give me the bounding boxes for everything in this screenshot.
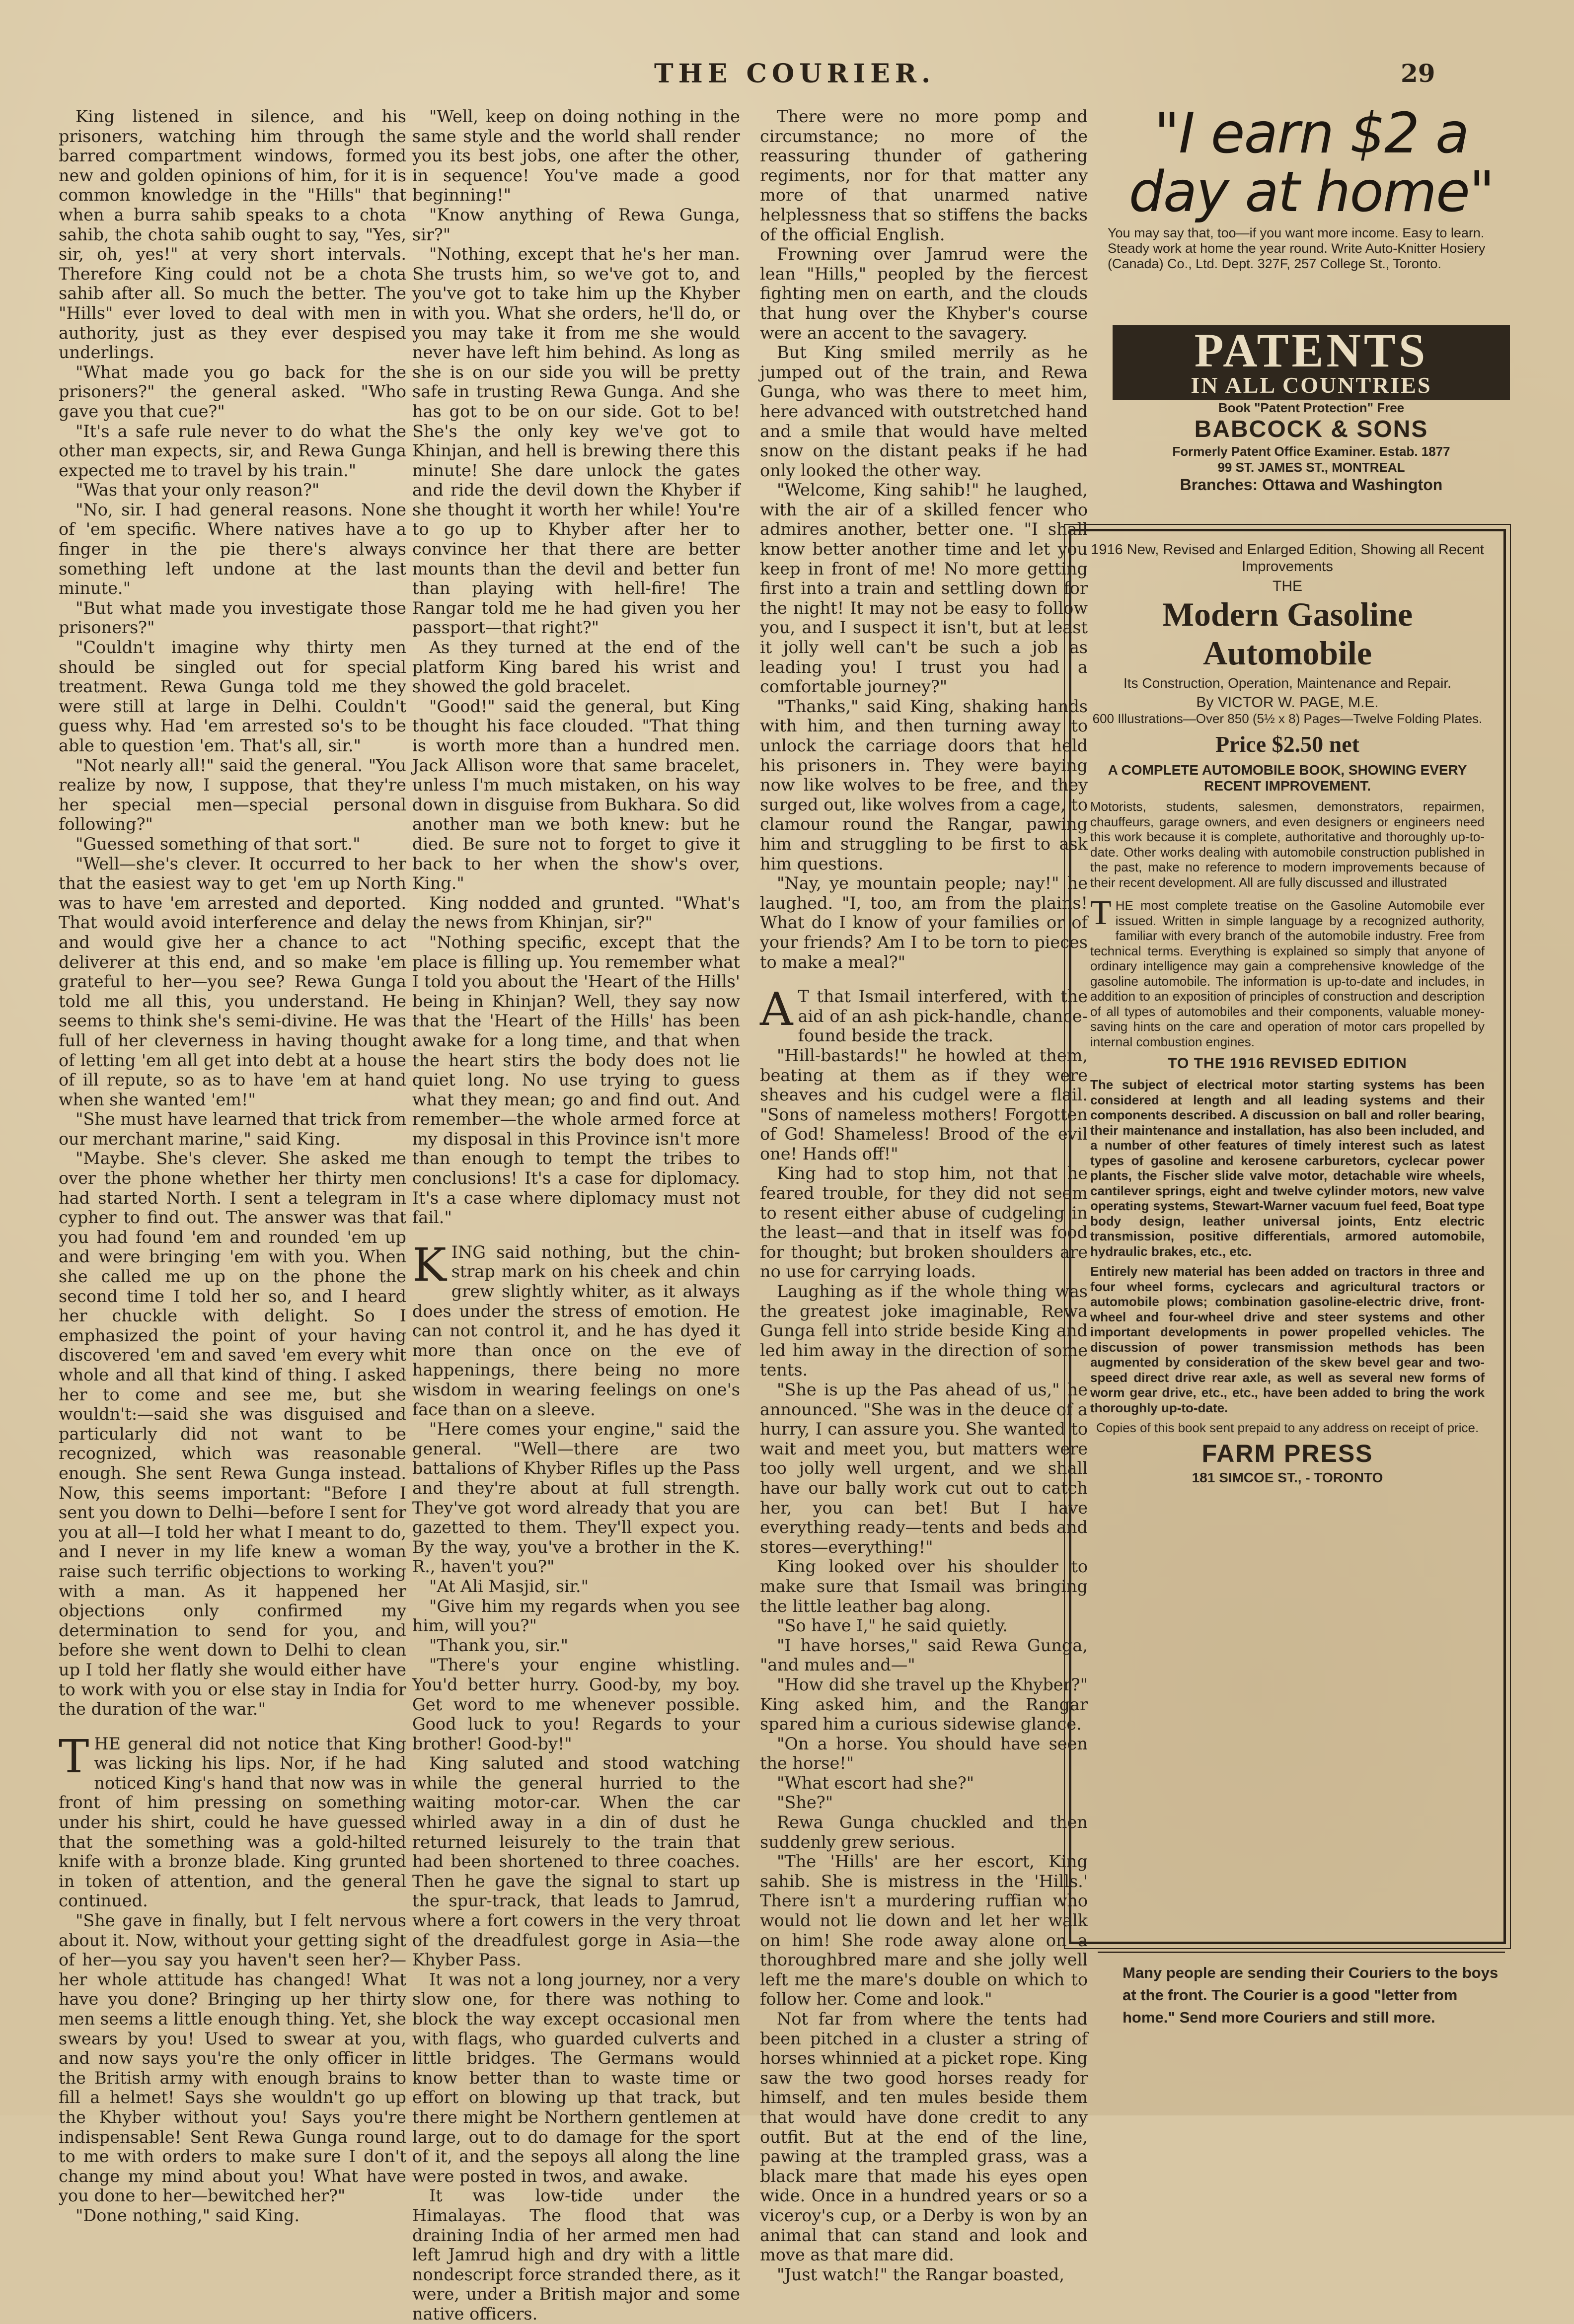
paragraph: "Give him my regards when you see him, will you?" xyxy=(412,1596,740,1636)
paragraph: "Nothing, except that he's her man. She trusts him, so we've got to, and you've got to take him up the Khyber with you. What she orders, he'll do, or you may take it from me she would never have left him behind. As long as she is on our side you will be pretty safe in trusting Rewa Gunga. And she has got to be on our side. Got to be! She's the only key we've got to Khinjan, and hell is brewing there this minute! She dare unlock the gates and ride the devil down the Khyber if she thought it worth her while! You're to go up to Khyber after her to convince her that there are better mounts than the devil and better fun than playing with hell-fire! The Rangar told me he had given you her passport—that right?" xyxy=(412,244,740,638)
paragraph: "Well, keep on doing nothing in the same style and the world shall render you its best jobs, one after the other, in sequence! You've made a good beginning!" xyxy=(412,107,740,205)
book-treatise-text: HE most complete treatise on the Gasoline Automobile ever issued. Written in simple language by a recognized authority, familiar with every branch of the automobile industry. Free from technical terms. Everything is explained so simply that anyone of ordinary intelligence may gain a comprehensive knowledge of the gasoline automobile. The information is up-to-date and includes, in addition to an exposition of principles of construction and description of all types of automobiles and their components, valuable money-saving hints on the care and operation of motor cars propelled by internal combustion engines. xyxy=(1090,898,1485,1049)
gasoline-automobile-book-ad xyxy=(1069,529,1506,1944)
auto-knitter-ad xyxy=(1098,101,1525,303)
paragraph: King had to stop him, not that he feared trouble, for they did not seem to resent either abuse of cudgeling in the least—and that in itself was food for thought; but broken shoulders are no use for carrying loads. xyxy=(760,1163,1088,1282)
paragraph: "Nothing specific, except that the place is filling up. You remember what I told you about the 'Heart of the Hills' being in Khinjan? Well, they say now that the 'Heart of the Hills' has been awake for a long time, and that when the heart stirs the body does not lie quiet long. No use trying to guess what they mean; go and find out. And remember—the whole armed force at my disposal in this Province isn't more than enough to tempt the tribes to conclusions! It's a case for diplomacy. It's a case where diplomacy must not fail." xyxy=(412,932,740,1228)
paragraph: "On a horse. You should have seen the horse!" xyxy=(760,1734,1088,1773)
book-treatise xyxy=(1090,894,1485,1049)
paragraph: "No, sir. I had general reasons. None of 'em specific. Where natives have a finger in the pie there's always something left undone at the last minute." xyxy=(59,500,406,598)
paragraph: "Thank you, sir." xyxy=(429,1635,569,1655)
patents-banner-sub: IN ALL COUNTRIES xyxy=(1191,372,1432,398)
patents-banner-word: PATENTS xyxy=(1194,324,1428,377)
section-gap xyxy=(760,972,1088,987)
page-number: 29 xyxy=(1401,59,1435,88)
paragraph: "She is up the Pas ahead of us," he announced. "She was in the deuce of a hurry, I can assure you. She wanted to wait and meet you, but matters were too jolly well urgent, and we shall have our bally work cut out to catch her, you can bet! But I have everything ready—tents and beds and stores—everything!" xyxy=(760,1380,1088,1557)
book-paragraph: Entirely new material has been added on tractors in three and four wheel forms, cyclecars and agricultural tractors or automobile plows; combination gasoline-electric drive, front-wheel and four-wheel drive and steer systems and other important developments in power propelled vehicles. The discussion of power transmission methods has been augmented by consideration of the skew bevel gear and two-speed direct drive rear axle, as well as several new forms of worm gear drive, etc., etc., have been added to bring the work thoroughly up-to-date. xyxy=(1090,1264,1485,1415)
paragraph: "Welcome, King sahib!" he laughed, with the air of a skilled fencer who admires another, better one. "I shall know better another time and let you keep in front of me! No more getting first into a train and settling down for the night! It may not be easy to follow you, and I suspect it isn't, but at least it jolly well can't be such a job as leading you! I trust you had a comfortable journey?" xyxy=(760,480,1088,697)
paragraph: It was low-tide under the Himalayas. The flood that was draining India of her armed men had left Jamrud high and dry with a little nondescript force stranded there, as it were, under a British major and some native officers. xyxy=(412,2186,740,2324)
patents-address: 99 ST. JAMES ST., MONTREAL xyxy=(1217,460,1405,475)
paragraph: King looked over his shoulder to make sure that Ismail was bringing the little leather bag along. xyxy=(760,1557,1088,1616)
book-the: THE xyxy=(1273,578,1302,594)
story-column-3 xyxy=(760,107,1088,2284)
section-paragraph xyxy=(760,983,1088,1046)
paragraph: King listened in silence, and his prisoners, watching him through the barred compartment windows, formed new and golden opinions of him, for it is common knowledge in the "Hills" that when a burra sahib speaks to a chota sahib, the chota sahib ought to say, "Yes, sir, oh, yes!" at very short intervals. Therefore King could not be a chota sahib after all. So much the better. The "Hills" ever loved to deal with men in authority, just as they ever despised underlings. xyxy=(59,107,406,363)
paragraph: "So have I," he said quietly. xyxy=(777,1616,1008,1636)
paragraph: "Hill-bastards!" he howled at them, beating at them as if they were sheaves and his cudgel were a flail. "Sons of nameless mothers! Forgotten of God! Shameless! Brood of the evil one! Hands off!" xyxy=(760,1045,1088,1163)
ad-copy: You may say that, too—if you want more income. Easy to learn. Steady work at home the year round. Write Auto-Knitter Hosiery (Canada) Co., Ltd. Dept. 327F, 257 College St., Toronto. xyxy=(1108,225,1486,271)
paragraph: "It's a safe rule never to do what the other man expects, sir, and Rewa Gunga expected me to travel by his train." xyxy=(59,421,406,480)
book-price: Price $2.50 net xyxy=(1215,731,1359,757)
paragraph: King nodded and grunted. "What's the news from Khinjan, sir?" xyxy=(412,893,740,933)
paragraph: "But what made you investigate those prisoners?" xyxy=(59,598,406,638)
paragraph: Rewa Gunga chuckled and then suddenly grew serious. xyxy=(760,1813,1088,1852)
running-head: THE COURIER. xyxy=(654,59,936,89)
paragraph: "Good!" said the general, but King thought his face clouded. "That thing is worth more than a hundred men. Jack Allison wore that same bracelet, unless I'm much mistaken, on his way down in disguise from Bukhara. So did another man we both knew: but he died. Be sure not to forget to give it back to her when the show's over, King." xyxy=(412,696,740,893)
book-description: Its Construction, Operation, Maintenance and Repair. xyxy=(1124,675,1451,691)
paragraph: "Nay, ye mountain people; nay!" he laughed. "I, too, am from the plains! What do I know of your families or of your friends? Am I to be torn to pieces to make a meal?" xyxy=(760,873,1088,972)
paragraph: "Thanks," said King, shaking hands with him, and then turning away to unlock the carriage doors that held his prisoners in. They were baying now like wolves to be free, and they surged out, like wolves from a cage, to clamour round the Rangar, pawing him and struggling to be first to ask him questions. xyxy=(760,696,1088,873)
couriers-notice xyxy=(1123,1961,1500,2091)
paragraph-text: ING said nothing, but the chin-strap mark on his cheek and chin grew slightly whiter, as it always does under the stress of emotion. He can not control it, and he has dyed it more than once on the eve of happenings, there being no more wisdom in wearing feelings on one's face than on a sleeve. xyxy=(412,1242,740,1419)
couriers-notice-text: Many people are sending their Couriers to the boys at the front. The Courier is a good "letter from home." Send more Couriers and still more. xyxy=(1123,1964,1499,2026)
paragraph: "Couldn't imagine why thirty men should be singled out for special treatment. Rewa Gunga told me they were still at large in Delhi. Couldn't guess why. Had 'em arrested so's to be able to question 'em. That's all, sir." xyxy=(59,638,406,755)
paragraph: "She gave in finally, but I felt nervous about it. Now, without your getting sight of her—you say you haven't seen her?—her whole attitude has changed! What have you done? Bringing up her thirty men seems a little enough thing. Yet, she swears by you! Used to swear at you, and now says you're the only officer in the British army with enough brains to fill a helmet! Says she wouldn't go up the Khyber without you! Says you're indispensable! Sent Rewa Gunga round to me with orders to make sure I don't change my mind about you! What have you done to her—bewitched her?" xyxy=(59,1911,406,2206)
paragraph: As they turned at the end of the platform King bared his wrist and showed the gold bracelet. xyxy=(412,638,740,697)
book-illustrations: 600 Illustrations—Over 850 (5½ x 8) Pages—Twelve Folding Plates. xyxy=(1092,711,1483,726)
patents-ad xyxy=(1103,325,1520,504)
paragraph: Frowning over Jamrud were the lean "Hills," peopled by the fiercest fighting men on earth, and the clouds that hung over the Khyber's course were an accent to the savagery. xyxy=(760,244,1088,343)
drop-cap: A xyxy=(760,983,793,1036)
book-author: By VICTOR W. PAGE, M.E. xyxy=(1196,694,1379,711)
paragraph-text: HE general did not notice that King was licking his lips. Nor, if he had noticed King's hand that now was in front of him pressing on something under his shirt, could he have guessed that the something was a gold-hilted knife with a bronze blade. King grunted in token of attention, and the general continued. xyxy=(59,1734,406,1911)
book-edition-heading: TO THE 1916 REVISED EDITION xyxy=(1168,1055,1407,1072)
paragraph: "How did she travel up the Khyber?" King asked him, and the Rangar spared him a curious sidewise glance. xyxy=(760,1674,1088,1734)
paragraph: "What made you go back for the prisoners?" the general asked. "Who gave you that cue?" xyxy=(59,362,406,421)
paragraph: Not far from where the tents had been pitched in a cluster a string of horses whinnied at a picket rope. King saw the two good horses ready for himself, and ten mules beside them that would have done credit to any outfit. But at the end of the line, pawing at the trampled grass, was a black mare that made his eyes open wide. Once in a hundred years or so a viceroy's cup, or a Derby is won by an animal that can stand and look and move as that mare did. xyxy=(760,2009,1088,2265)
book-title-line-1: Modern Gasoline xyxy=(1162,595,1413,633)
book-paragraph: The subject of electrical motor starting systems has been considered at length and all leading systems and their components described. A discussion on ball and roller bearing, their maintenance and installation, has also been included, and a number of other features of timely interest such as latest types of gasoline and kerosene carburetors, cyclecar power plants, the Fischer slide valve motor, detachable wire wheels, cantilever springs, eight and twelve cylinder motors, new valve operating systems, Stewart-Warner vacuum fuel feed, Boat type body design, leather universal joints, Entz electric transmission, positive differentials, armored automobile, hydraulic brakes, etc., etc. xyxy=(1090,1077,1485,1259)
drop-cap: K xyxy=(412,1238,447,1292)
ad-slogan-line-2: day at home" xyxy=(1128,160,1494,224)
section-paragraph xyxy=(412,1238,740,1419)
paragraph-text: T that Ismail interfered, with the aid of an ash pick-handle, chance-found beside the track. xyxy=(798,987,1088,1046)
paragraph: "Here comes your engine," said the general. "Well—there are two battalions of Khyber Rifles up the Pass and they're about at full strength. They've got word already that you are gazetted to them. They'll expect you. By the way, you've a brother in the K. R., haven't you?" xyxy=(412,1419,740,1577)
paragraph: "There's your engine whistling. You'd better hurry. Good-by, my boy. Get word to me whenever possible. Good luck to you! Regards to your brother! Good-by!" xyxy=(412,1655,740,1753)
paragraph: "She?" xyxy=(777,1793,833,1813)
section-gap xyxy=(412,1228,740,1242)
paragraph: "Know anything of Rewa Gunga, sir?" xyxy=(412,205,740,244)
book-paragraph: Motorists, students, salesmen, demonstrators, repairmen, chauffeurs, garage owners, and even designers or engineers need this work because it is complete, authoritative and thoroughly up-to-date. Other works dealing with automobile construction published in the past, make no reference to modern improvements because of their recent development. All are fully discussed and illustrated xyxy=(1090,799,1485,890)
divider xyxy=(1098,1952,1505,1953)
paragraph: "Well—she's clever. It occurred to her that the easiest way to get 'em up North was to have 'em arrested and deported. That would avoid interference and delay and would give her a chance to act deliverer at this end, and so make 'em grateful to her—you see? Rewa Gunga told me all this, you understand. He seems to think she's semi-divine. He was full of her cleverness in having thought of letting 'em all get into debt at a house of ill repute, so as to have 'em at hand when she wanted 'em!" xyxy=(59,854,406,1109)
story-column-2 xyxy=(412,107,740,2324)
patents-banner xyxy=(1113,325,1510,400)
paragraph: Laughing as if the whole thing was the greatest joke imaginable, Rewa Gunga fell into stride beside King and led him away in the direction of some tents. xyxy=(760,1282,1088,1380)
paragraph: King saluted and stood watching while the general hurried to the waiting motor-car. When the car whirled away in a din of dust he returned leisurely to the train that had been shortened to three coaches. Then he gave the signal to start up the spur-track, that leads to Jamrud, where a fort cowers in the very throat of the dreadfulest gorge in Asia—the Khyber Pass. xyxy=(412,1753,740,1970)
paragraph: "Not nearly all!" said the general. "You realize by now, I suppose, that they're her special men—special personal following?" xyxy=(59,755,406,834)
book-subhead: A COMPLETE AUTOMOBILE BOOK, SHOWING EVERY RECENT IMPROVEMENT. xyxy=(1108,762,1467,794)
paragraph: "At Ali Masjid, sir." xyxy=(429,1576,589,1596)
drop-cap: T xyxy=(1090,894,1112,932)
paragraph: It was not a long journey, nor a very slow one, for there was nothing to block the way except occasional men with flags, who guarded culverts and little bridges. The Germans would know better than to waste time or effort on blowing up that track, but there might be Northern gentlemen at large, out to do damage for the sport of it, and the sepoys all along the line were posted in twos, and awake. xyxy=(412,1969,740,2186)
paragraph: "Just watch!" the Rangar boasted, xyxy=(777,2264,1064,2284)
ad-slogan-line-1: "I earn $2 a xyxy=(1154,101,1469,166)
patents-branches: Branches: Ottawa and Washington xyxy=(1180,476,1443,494)
patents-firm-name: BABCOCK & SONS xyxy=(1194,416,1428,442)
patents-formerly: Formerly Patent Office Examiner. Estab. 1877 xyxy=(1172,444,1450,459)
paragraph: "She must have learned that trick from our merchant marine," said King. xyxy=(59,1109,406,1149)
section-gap xyxy=(59,1719,406,1734)
paragraph: There were no more pomp and circumstance; no more of the reassuring thunder of gathering regiments, nor for that matter any more of that unarmed native helplessness that so stiffens the backs of the official English. xyxy=(760,107,1088,244)
paragraph: But King smiled merrily as he jumped out of the train, and Rewa Gunga, who was there to meet him, here advanced with outstretched hand and a smile that would have melted snow on the distant peaks if he had only looked the other way. xyxy=(760,343,1088,480)
paragraph: "Done nothing," said King. xyxy=(75,2205,300,2225)
paragraph: "I have horses," said Rewa Gunga, "and mules and—" xyxy=(760,1635,1088,1675)
book-title-line-2: Automobile xyxy=(1203,634,1372,672)
paragraph: "What escort had she?" xyxy=(777,1773,974,1793)
paragraph: "Was that your only reason?" xyxy=(75,480,320,500)
section-paragraph xyxy=(59,1730,406,1911)
book-edition: 1916 New, Revised and Enlarged Edition, Showing all Recent Improvements xyxy=(1091,542,1484,575)
paragraph: "The 'Hills' are her escort, King sahib. She is mistress in the 'Hills.' There isn't a murdering ruffian who would not lie down and let her walk on him! She rode away alone on a thoroughbred mare and she jolly well left me the mare's double on which to follow her. Come and look." xyxy=(760,1852,1088,2009)
book-copies-note: Copies of this book sent prepaid to any address on receipt of price. xyxy=(1096,1420,1479,1435)
drop-cap: T xyxy=(59,1730,89,1783)
paragraph: "Maybe. She's clever. She asked me over the phone whether her thirty men had started North. I sent a telegram in cypher to find out. The answer was that you had found 'em and rounded 'em up and were bringing 'em with you. When she called me up on the phone the second time I told her so, and I heard her chuckle with delight. So I emphasized the point of your having discovered 'em and saved 'em every whit whole and all that kind of thing. I asked her to come and see me, but she wouldn't:—said she was disguised and particularly did not want to be recognized, which was reasonable enough. She sent Rewa Gunga instead. Now, this seems important: "Before I sent you down to Delhi—before I sent for you at all—I told her what I meant to do, and I never in my life knew a woman raise such terrific objections to working with a man. As it happened her objections only confirmed my determination to send for you, and before she went down to Delhi to clean up I told her flatly she would either have to work with you or else stay in India for the duration of the war." xyxy=(59,1149,406,1719)
book-publisher-address: 181 SIMCOE ST., - TORONTO xyxy=(1192,1470,1383,1485)
book-publisher: FARM PRESS xyxy=(1201,1440,1373,1467)
patents-book-line: Book "Patent Protection" Free xyxy=(1218,400,1405,415)
paragraph: "Guessed something of that sort." xyxy=(75,834,361,854)
story-column-1 xyxy=(59,107,406,2226)
